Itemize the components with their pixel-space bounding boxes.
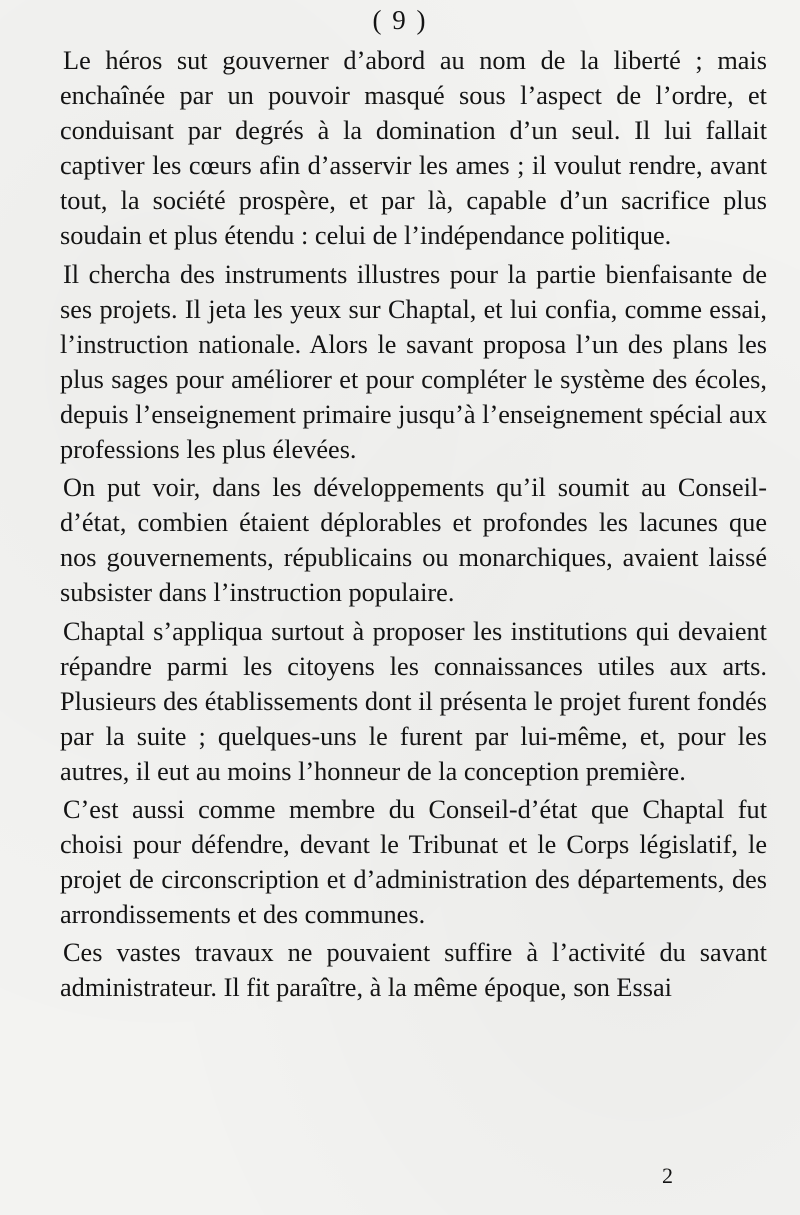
paragraph: On put voir, dans les développements qu’il soumit au Conseil-d’état, combien étaient déplorables et profondes les lacunes que nos gouvernements, républicains ou monarchiques, avaient laissé subsister dans l’instruction populaire. (60, 473, 767, 608)
signature-mark: 2 (662, 1163, 673, 1188)
paragraph: Il chercha des instruments illustres pour la partie bienfaisante de ses projets. Il jeta les yeux sur Chaptal, et lui confia, comme essai, l’instruction nationale. Alors le savant proposa l’un des plans les plus sages pour améliorer et pour compléter le système des écoles, depuis l’enseignement primaire jusqu’à l’enseignement spécial aux professions les plus élevées. (60, 259, 767, 465)
paragraph: C’est aussi comme membre du Conseil-d’état que Chaptal fut choisi pour défendre, devant le Tribunat et le Corps législatif, le projet de circonscription et d’administration des départements, des arrondissements et des communes. (60, 794, 767, 930)
paragraph: Chaptal s’appliqua surtout à proposer les institutions qui devaient répandre parmi les citoyens les connaissances utiles aux arts. Plusieurs des établissements dont il présenta le projet furent fondés par la suite ; quelques-uns le furent par lui-même, et, pour les autres, il eut au moins l’honneur de la conception première. (60, 616, 767, 786)
paragraph: Ces vastes travaux ne pouvaient suffire à l’activité du savant administrateur. Il fit paraître, à la même époque, son Essai (60, 938, 767, 1003)
page-number: ( 9 ) (372, 5, 428, 35)
paragraph: Le héros sut gouverner d’abord au nom de la liberté ; mais enchaînée par un pouvoir masqué sous l’aspect de l’ordre, et conduisant par degrés à la domination d’un seul. Il lui fallait captiver les cœurs afin d’asservir les ames ; il voulut rendre, avant tout, la société prospère, et par là, capable d’un sacrifice plus soudain et plus étendu : celui de l’indépendance politique. (60, 46, 767, 251)
body-text (60, 43, 767, 1006)
